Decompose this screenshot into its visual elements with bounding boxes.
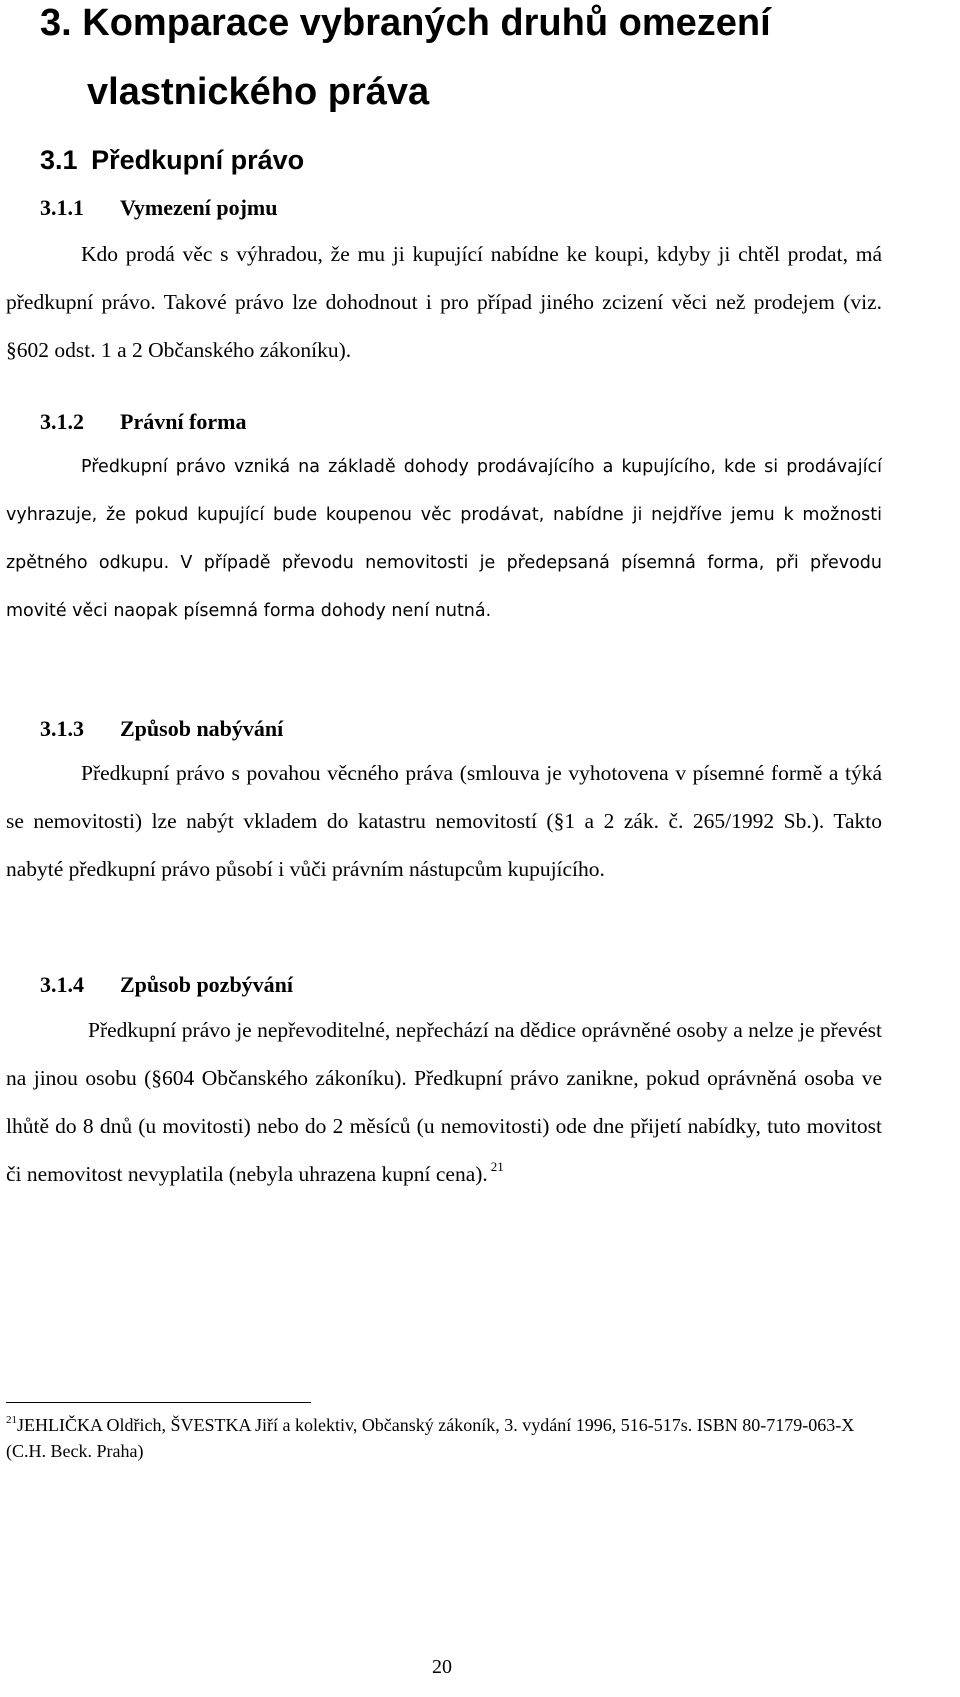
paragraph-text: Kdo prodá věc s výhradou, že mu ji kupující nabídne ke koupi, kdyby ji chtěl prodat, má předkupní právo. Takové právo lze dohodnout i pro případ jiného zcizení věci než prodejem (viz. §602 odst. 1 a 2 Občanského zákoníku). bbox=[6, 242, 882, 362]
subsection-heading-1 bbox=[40, 197, 277, 219]
page-number: 20 bbox=[432, 1656, 452, 1678]
section-title: Předkupní právo bbox=[91, 145, 305, 175]
subsection-heading-2 bbox=[40, 411, 246, 433]
subsection-number: 3.1.2 bbox=[40, 409, 84, 434]
chapter-title-line-2: vlastnického práva bbox=[87, 71, 430, 113]
section-number: 3.1 bbox=[40, 145, 78, 175]
footnote-separator bbox=[6, 1402, 311, 1403]
section-heading bbox=[40, 147, 304, 174]
footnote-number: 21 bbox=[6, 1414, 17, 1426]
chapter-title-line-1: 3. Komparace vybraných druhů omezení bbox=[40, 2, 771, 44]
subsection-title: Způsob nabývání bbox=[120, 716, 284, 741]
paragraph-text: Předkupní právo je nepřevoditelné, nepřechází na dědice oprávněné osoby a nelze je převést na jinou osobu (§604 Občanského zákoníku). Předkupní právo zanikne, pokud oprávněná osoba ve lhůtě do 8 dnů (u movitosti) nebo do 2 měsíců (u nemovitosti) ode dne přijetí nabídky, tuto movitost či nemovitost nevyplatila (nebyla uhrazena kupní cena). bbox=[6, 1018, 882, 1186]
footnote-reference[interactable]: 21 bbox=[490, 1159, 504, 1174]
footnote-text: JEHLIČKA Oldřich, ŠVESTKA Jiří a kolektiv, Občanský zákoník, 3. vydání 1996, 516-517s. ISBN 80-7179-063-X (C.H. Beck. Praha) bbox=[6, 1415, 855, 1461]
paragraph-text: Předkupní právo s povahou věcného práva (smlouva je vyhotovena v písemné formě a týká se nemovitosti) lze nabýt vkladem do katastru nemovitostí (§1 a 2 zák. č. 265/1992 Sb.). Takto nabyté předkupní právo působí i vůči právním nástupcům kupujícího. bbox=[6, 761, 882, 881]
subsection-title: Právní forma bbox=[120, 409, 247, 434]
subsection-heading-3 bbox=[40, 718, 283, 740]
paragraph-2 bbox=[6, 443, 882, 635]
subsection-number: 3.1.3 bbox=[40, 716, 84, 741]
footnote bbox=[6, 1412, 886, 1464]
subsection-number: 3.1.1 bbox=[40, 195, 84, 220]
subsection-title: Způsob pozbývání bbox=[120, 972, 294, 997]
subsection-heading-4 bbox=[40, 974, 293, 996]
subsection-number: 3.1.4 bbox=[40, 972, 84, 997]
subsection-title: Vymezení pojmu bbox=[120, 195, 278, 220]
paragraph-3 bbox=[6, 749, 882, 893]
paragraph-1 bbox=[6, 230, 882, 374]
paragraph-4 bbox=[6, 1006, 882, 1198]
paragraph-text: Předkupní právo vzniká na základě dohody prodávajícího a kupujícího, kde si prodávající vyhrazuje, že pokud kupující bude koupenou věc prodávat, nabídne ji nejdříve jemu k možnosti zpětného odkupu. V případě převodu nemovitosti je předepsaná písemná forma, při převodu movité věci naopak písemná forma dohody není nutná. bbox=[6, 457, 882, 621]
